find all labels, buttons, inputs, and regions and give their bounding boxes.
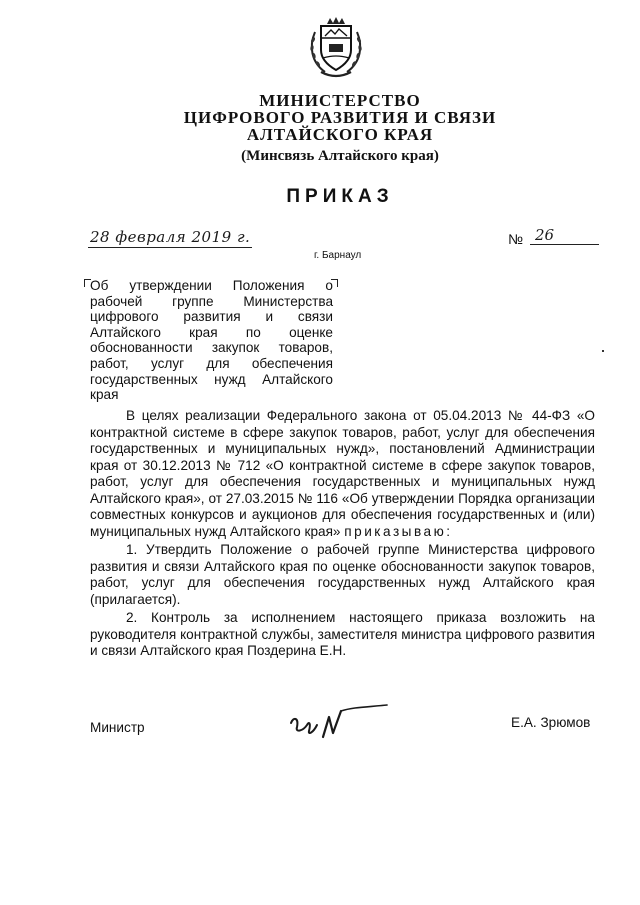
ministry-name-line-1: МИНИСТЕРСТВО (259, 91, 421, 110)
document-type-title: ПРИКАЗ (286, 186, 394, 207)
order-word: приказываю: (344, 523, 453, 539)
coat-of-arms-icon (307, 14, 365, 80)
signer-title: Министр (90, 720, 145, 735)
ministry-name-line-3: АЛТАЙСКОГО КРАЯ (246, 125, 434, 144)
city-label: г. Барнаул (314, 250, 362, 261)
handwritten-number: 26 (530, 226, 599, 245)
signature-icon (283, 703, 393, 745)
document-body (90, 408, 595, 660)
number-label: № (508, 231, 524, 247)
ministry-short-name: (Минсвязь Алтайского края) (241, 148, 439, 164)
order-item-2: 2. Контроль за исполнением настоящего приказа возложить на руководителя контрактной службы, заместителя министра цифрового развития и связи Алтайского края Поздерина Е.Н. (90, 610, 595, 658)
margin-mark (602, 350, 604, 352)
document-subject: Об утверждении Положения о рабочей группе Министерства цифрового развития и связи Алтайского края по оценке обоснованности закупок товаров, работ, услуг для обеспечения государственных нужд Алтайского края (90, 278, 333, 403)
ministry-name-line-2: ЦИФРОВОГО РАЗВИТИЯ И СВЯЗИ (183, 108, 497, 127)
signer-name: Е.А. Зрюмов (511, 715, 591, 730)
order-item-1: 1. Утвердить Положение о рабочей группе Министерства цифрового развития и связи Алтайского края по оценке обоснованности закупок товаров, работ, услуг для обеспечения государственных нужд Алтайского края (прилагается). (90, 542, 595, 607)
preamble-paragraph (90, 408, 595, 540)
handwritten-date: 28 февраля 2019 г. (90, 228, 251, 246)
preamble-text: В целях реализации Федерального закона от 05.04.2013 № 44-ФЗ «О контрактной системе в сфере закупок товаров, работ, услуг для обеспечения государственных и муниципальных нужд», постановлений Администрации края от 30.12.2013 № 712 «О контрактной системе в сфере закупок товаров, работ, услуг для обеспечения государственных и муниципальных нужд Алтайского края», от 27.03.2015 № 116 «Об утверждении Порядка организации совместных конкурсов и аукционов для обеспечения государственных и (или) муниципальных нужд Алтайского края» (90, 408, 595, 539)
